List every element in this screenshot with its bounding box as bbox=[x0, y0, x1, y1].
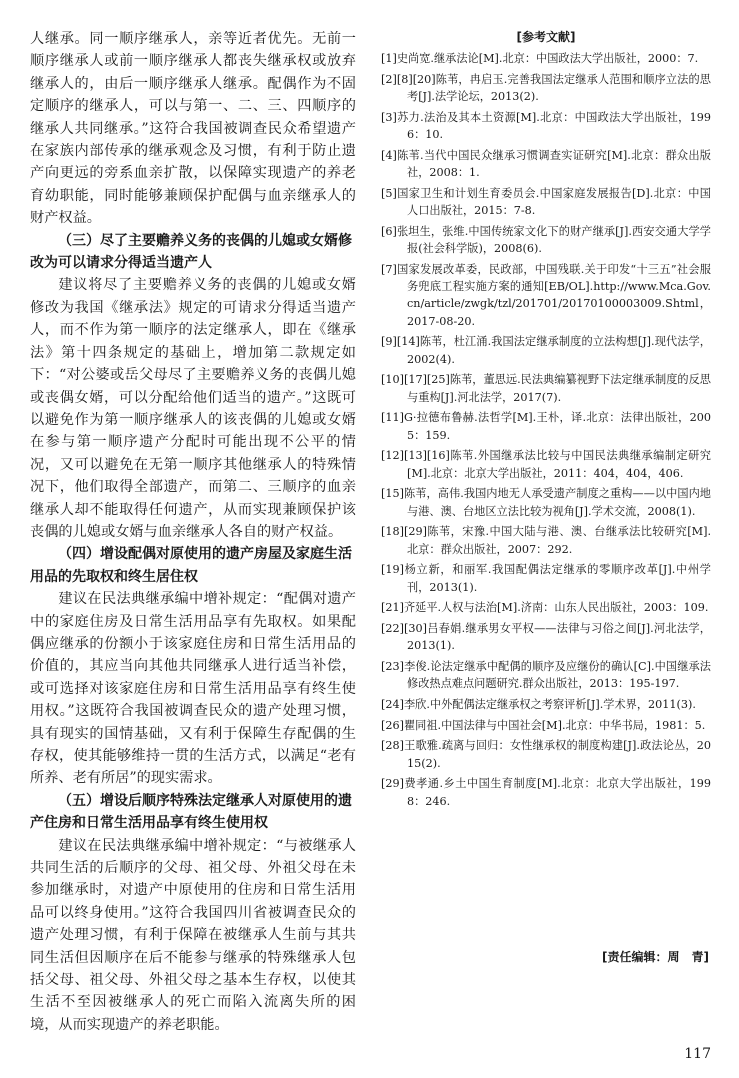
reference-item: [2][8][20]陈苇，冉启玉.完善我国法定继承人范围和顺序立法的思考[J].法学论坛，2013(2). bbox=[381, 72, 711, 103]
reference-item: [26]瞿同祖.中国法律与中国社会[M].北京：中华书局，1981：5. bbox=[381, 718, 706, 732]
reference-list bbox=[381, 50, 711, 810]
reference-item: [11]G·拉德布鲁赫.法哲学[M].王朴，译.北京：法律出版社，2005：159. bbox=[381, 411, 711, 442]
reference-item: [5]国家卫生和计划生育委员会.中国家庭发展报告[D].北京：中国人口出版社，2015：7-8. bbox=[381, 186, 711, 217]
reference-item: [21]齐延平.人权与法治[M].济南：山东人民出版社，2003：109. bbox=[381, 601, 709, 615]
references-title: [参考文献] bbox=[516, 30, 576, 44]
reference-item: [23]李俊.论法定继承中配偶的顺序及应继份的确认[C].中国继承法修改热点难点问题研究.群众出版社，2013：195-197. bbox=[381, 660, 711, 691]
reference-item: [29]费孝通.乡土中国生育制度[M].北京：北京大学出版社，1998：246. bbox=[381, 777, 711, 808]
reference-item: [6]张坦生，张维.中国传统家文化下的财产继承[J].西安交通大学学报(社会科学版)，2008(6). bbox=[381, 224, 711, 255]
left-column bbox=[30, 28, 356, 1036]
section-heading-5: （五）增设后顺序特殊法定继承人对原使用的遗产住房和日常生活用品享有终生使用权 bbox=[30, 792, 352, 832]
reference-item: [10][17][25]陈苇，董思远.民法典编纂视野下法定继承制度的反思与重构[J].河北法学，2017(7). bbox=[381, 373, 711, 404]
reference-item: [9][14]陈苇，杜江涌.我国法定继承制度的立法构想[J].现代法学，2002(4). bbox=[381, 335, 711, 366]
reference-item: [18][29]陈苇，宋豫.中国大陆与港、澳、台继承法比较研究[M].北京：群众出版社，2007：292. bbox=[381, 525, 711, 556]
reference-item: [7]国家发展改革委，民政部，中国残联.关于印发“十三五”社会服务兜底工程实施方案的通知[EB/OL].http://www.Mca.Gov.cn/article/zwgk/tzl/201701/20170100003009.Shtml，2017-08-20. bbox=[381, 262, 711, 328]
reference-item: [1]史尚宽.继承法论[M].北京：中国政法大学出版社，2000：7. bbox=[381, 52, 699, 65]
reference-item: [12][13][16]陈苇.外国继承法比较与中国民法典继承编制定研究[M].北京：北京大学出版社，2011：404，404，406. bbox=[381, 449, 711, 480]
body-paragraph-2: 建议将尽了主要赡养义务的丧偶的儿媳或女婿修改为我国《继承法》规定的可请求分得适当遗产人，而不作为第一顺序的法定继承人，即在《继承法》第十四条规定的基础上，增加第二款规定如下：“对公婆或岳父母尽了主要赡养义务的丧偶儿媳或丧偶女婿，可以分配给他们适当的遗产。”这既可以避免作为第一顺序继承人的该丧偶的儿媳或女婿在参与第一顺序遗产分配时可能出现不公平的情况，又可以避免在无第一顺序其他继承人的特殊情况下，他们取得全部遗产，而第二、三顺序的血亲继承人却不能取得任何遗产，从而实现兼顾保护该丧偶的儿媳或女婿与血亲继承人各自的财产权益。 bbox=[30, 277, 356, 540]
reference-item: [4]陈苇.当代中国民众继承习惯调查实证研究[M].北京：群众出版社，2008：1. bbox=[381, 148, 711, 179]
reference-item: [24]李欣.中外配偶法定继承权之考察评析[J].学术界，2011(3). bbox=[381, 698, 696, 711]
references-column bbox=[381, 28, 711, 813]
section-heading-3: （三）尽了主要赡养义务的丧偶的儿媳或女婿修改为可以请求分得适当遗产人 bbox=[30, 232, 352, 272]
body-paragraph-3: 建议在民法典继承编中增补规定：“配偶对遗产中的家庭住房及日常生活用品享有先取权。如果配偶应继承的份额小于该家庭住房和日常生活用品的价值的，其应当向其他共同继承人进行适当补偿，或可选择对该家庭住房和日常生活用品享有终生使用权。”这既符合我国被调查民众的遗产处理习惯，具有现实的国情基础，又有利于保障生存配偶的生存权，使其能够维持一贯的生活方式，以满足“老有所养、老有所居”的现实需求。 bbox=[30, 591, 356, 787]
reference-item: [3]苏力.法治及其本土资源[M].北京：中国政法大学出版社，1996：10. bbox=[381, 110, 711, 141]
body-paragraph-1: 人继承。同一顺序继承人，亲等近者优先。无前一顺序继承人或前一顺序继承人都丧失继承权或放弃继承人的，由后一顺序继承人继承。配偶作为不固定顺序的继承人，可以与第一、二、三、四顺序的继承人共同继承。”这符合我国被调查民众希望遗产在家族内部传承的继承观念及习惯，有利于防止遗产向更远的旁系血亲扩散，以保障实现遗产的养老育幼职能，同时能够兼顾保护配偶与血亲继承人的财产权益。 bbox=[30, 31, 356, 227]
responsible-editor: [责任编辑：周 青] bbox=[602, 950, 709, 964]
page-number: 117 bbox=[684, 1046, 711, 1062]
body-paragraph-4: 建议在民法典继承编中增补规定：“与被继承人共同生活的后顺序的父母、祖父母、外祖父母在未参加继承时，对遗产中原使用的住房和日常生活用品可以终身使用。”这符合我国四川省被调查民众的遗产处理习惯，有利于保障在被继承人生前与其共同生活但因顺序在后不能参与继承的特殊继承人包括父母、祖父母、外祖父母之基本生存权，以使其生活不至因被继承人的死亡而陷入流离失所的困境，从而实现遗产的养老职能。 bbox=[30, 837, 356, 1033]
reference-item: [28]王歌雅.疏离与回归：女性继承权的制度构建[J].政法论丛，2015(2). bbox=[381, 739, 711, 770]
reference-item: [19]杨立新，和丽军.我国配偶法定继承的零顺序改革[J].中州学刊，2013(1). bbox=[381, 563, 711, 594]
reference-item: [22][30]吕春娟.继承男女平权——法律与习俗之间[J].河北法学，2013(1). bbox=[381, 622, 711, 653]
reference-item: [15]陈苇，高伟.我国内地无人承受遗产制度之重构——以中国内地与港、澳、台地区立法比较为视角[J].学术交流，2008(1). bbox=[381, 487, 711, 518]
section-heading-4: （四）增设配偶对原使用的遗产房屋及家庭生活用品的先取权和终生居住权 bbox=[30, 546, 352, 585]
